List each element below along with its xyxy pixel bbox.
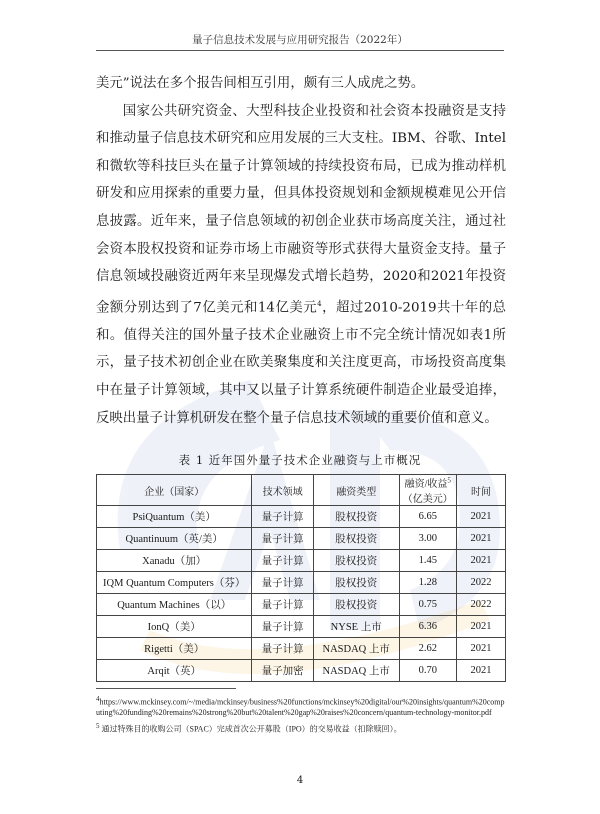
footnote-5-mark: 5 [96, 721, 100, 730]
table-row [97, 616, 506, 638]
cell-company: Arqit（英） [97, 660, 252, 682]
cell-amount: 3.00 [399, 528, 456, 550]
cell-amount: 2.62 [399, 638, 456, 660]
cell-type: 股权投资 [313, 572, 399, 594]
table-row [97, 550, 506, 572]
cell-field: 量子加密 [252, 660, 313, 682]
paragraph-2-part-b: ，超过2010-2019共十年的总和。值得关注的国外量子技术企业融资上市不完全统计情况如表1所示，量子技术初创企业在欧美聚集度和关注度更高，市场投资高度集中在量子计算领域，其中又以量子计算系统硬件制造企业最受追捧，反映出量子计算机研发在整个量子信息技术领域的重要价值和意义。 [96, 300, 506, 426]
cell-year: 2022 [456, 572, 505, 594]
cell-year: 2021 [456, 528, 505, 550]
cell-type: 股权投资 [313, 594, 399, 616]
cell-field: 量子计算 [252, 594, 313, 616]
footnote-ref-5[interactable]: 5 [447, 476, 451, 485]
cell-company: Quantinuum（英/美） [97, 528, 252, 550]
cell-field: 量子计算 [252, 572, 313, 594]
table-row [97, 594, 506, 616]
table-row [97, 506, 506, 528]
cell-type: 股权投资 [313, 506, 399, 528]
cell-field: 量子计算 [252, 528, 313, 550]
footnotes [96, 694, 508, 737]
paragraph-1: 美元”说法在多个报告间相互引用，颇有三人成虎之势。 [96, 76, 425, 91]
header-rule [96, 50, 504, 51]
cell-year: 2021 [456, 660, 505, 682]
table-caption: 表 1 近年国外量子技术企业融资与上市概况 [178, 453, 422, 467]
footnote-4-link[interactable]: https://www.mckinsey.com/~/media/mckinsey/business%20functions/mckinsey%20digital/our%20insights/quantum%20computing%20funding%20remains%20strong%20but%20talent%20gap%20raises%20concern/quantum-technology-monitor.pdf [96, 697, 505, 718]
paragraph-2-part-a: 国家公共研究资金、大型科技企业投资和社会资本投融资是支持和推动量子信息技术研究和应用发展的三大支柱。IBM、谷歌、Intel和微软等科技巨头在量子计算领域的持续投资布局，已成为推动样机研发和应用探索的重要力量，但具体投资规划和金额规模难见公开信息披露。近年来，量子信息领域的初创企业获市场高度关注，通过社会资本股权投资和证券市场上市融资等形式获得大量资金支持。量子信息领域投融资近两年来呈现爆发式增长趋势，2020和2021年投资金额分别达到了7亿美元和14亿美元 [96, 103, 506, 316]
table-row [97, 638, 506, 660]
cell-field: 量子计算 [252, 616, 313, 638]
cell-year: 2021 [456, 638, 505, 660]
cell-type: 股权投资 [313, 550, 399, 572]
cell-amount: 6.36 [399, 616, 456, 638]
cell-amount: 1.28 [399, 572, 456, 594]
cell-amount: 0.70 [399, 660, 456, 682]
cell-type: NASDAQ 上市 [313, 660, 399, 682]
table-row [97, 572, 506, 594]
footnote-5 [96, 721, 508, 735]
cell-type: NYSE 上市 [313, 616, 399, 638]
cell-type: NASDAQ 上市 [313, 638, 399, 660]
header-year: 时间 [456, 475, 505, 506]
header-type: 融资类型 [313, 475, 399, 506]
footnote-rule [96, 688, 236, 689]
cell-amount: 1.45 [399, 550, 456, 572]
header-company: 企业（国家） [97, 475, 252, 506]
cell-field: 量子计算 [252, 638, 313, 660]
cell-year: 2021 [456, 616, 505, 638]
cell-year: 2021 [456, 506, 505, 528]
footnote-ref-4[interactable]: 4 [317, 299, 322, 308]
cell-amount: 6.65 [399, 506, 456, 528]
cell-company: Quantum Machines（以） [97, 594, 252, 616]
cell-company: PsiQuantum（美） [97, 506, 252, 528]
table-header-row [97, 475, 506, 506]
cell-type: 股权投资 [313, 528, 399, 550]
paragraph-2 [96, 98, 506, 433]
cell-company: Rigetti（美） [97, 638, 252, 660]
cell-company: IonQ（美） [97, 616, 252, 638]
cell-company: Xanadu（加） [97, 550, 252, 572]
header-amount [399, 475, 456, 506]
footnote-4-mark: 4 [96, 695, 100, 703]
footnote-5-text: 通过特殊目的收购公司（SPAC）完成首次公开募股（IPO）的交易收益（扣除赎回）。 [101, 724, 402, 734]
header-amount-label: 融资/收益 [404, 479, 448, 490]
header-amount-unit: （亿美元） [402, 494, 453, 505]
cell-amount: 0.75 [399, 594, 456, 616]
cell-year: 2021 [456, 550, 505, 572]
cell-field: 量子计算 [252, 506, 313, 528]
cell-year: 2022 [456, 594, 505, 616]
header-field: 技术领域 [252, 475, 313, 506]
funding-table [96, 474, 506, 682]
cell-company: IQM Quantum Computers（芬） [97, 572, 252, 594]
table-row [97, 528, 506, 550]
page-number: 4 [296, 775, 304, 786]
page-header: 量子信息技术发展与应用研究报告（2022年） [192, 34, 408, 46]
cell-field: 量子计算 [252, 550, 313, 572]
footnote-4 [96, 694, 508, 719]
body-text [96, 70, 506, 432]
table-row [97, 660, 506, 682]
